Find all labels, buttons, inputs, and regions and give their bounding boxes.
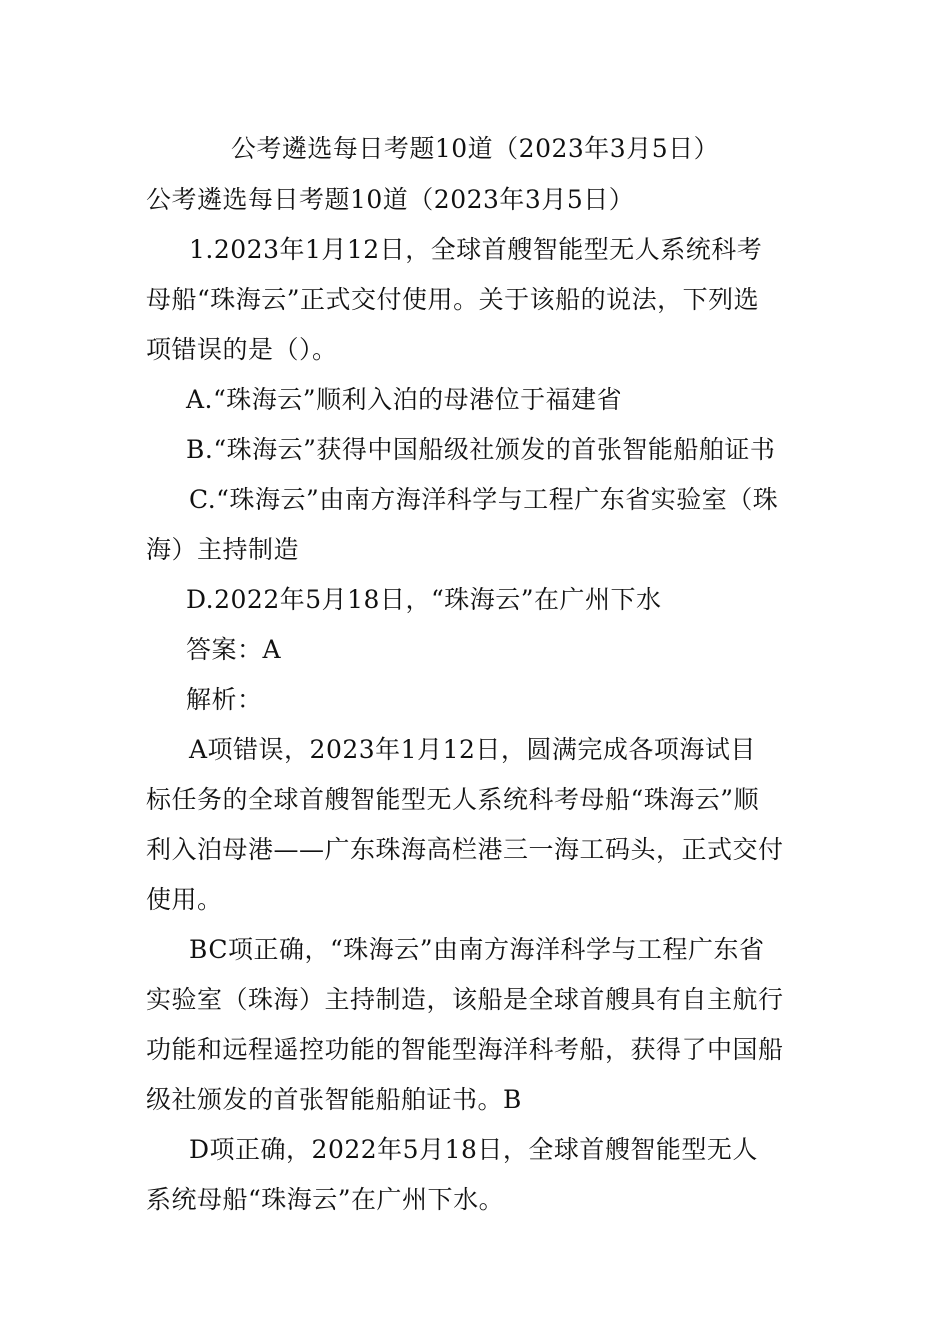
document-title-centered: 公考遴选每日考题10道（2023年3月5日） [230, 134, 720, 163]
option-c-line-1: C.“珠海云”由南方海洋科学与工程广东省实验室（珠 [189, 485, 779, 514]
analysis-label: 解析： [186, 685, 263, 714]
analysis-bc-line-4: 级社颁发的首张智能船舶证书。B [146, 1085, 522, 1114]
option-a: A.“珠海云”顺利入泊的母港位于福建省 [186, 385, 623, 414]
analysis-d-line-1: D项正确，2022年5月18日，全球首艘智能型无人 [189, 1135, 758, 1164]
analysis-bc-line-3: 功能和远程遥控功能的智能型海洋科考船，获得了中国船 [146, 1035, 784, 1064]
question-line-2: 母船“珠海云”正式交付使用。关于该船的说法，下列选 [146, 285, 760, 314]
question-line-3: 项错误的是（）。 [146, 335, 338, 364]
option-b: B.“珠海云”获得中国船级社颁发的首张智能船舶证书 [186, 435, 776, 464]
analysis-bc-line-1: BC项正确，“珠海云”由南方海洋科学与工程广东省 [189, 935, 765, 964]
analysis-bc-line-2: 实验室（珠海）主持制造，该船是全球首艘具有自主航行 [146, 985, 784, 1014]
option-c-line-2: 海）主持制造 [146, 535, 300, 564]
analysis-d-line-2: 系统母船“珠海云”在广州下水。 [146, 1185, 505, 1214]
analysis-a-line-3: 利入泊母港——广东珠海高栏港三一海工码头，正式交付 [146, 835, 784, 864]
analysis-a-line-4: 使用。 [146, 885, 223, 914]
analysis-a-line-2: 标任务的全球首艘智能型无人系统科考母船“珠海云”顺 [146, 785, 760, 814]
analysis-a-line-1: A项错误，2023年1月12日，圆满完成各项海试目 [189, 735, 756, 764]
answer: 答案：A [186, 635, 282, 664]
option-d: D.2022年5月18日，“珠海云”在广州下水 [186, 585, 662, 614]
question-line-1: 1.2023年1月12日，全球首艘智能型无人系统科考 [189, 235, 763, 264]
document-title-repeat: 公考遴选每日考题10道（2023年3月5日） [146, 185, 635, 214]
